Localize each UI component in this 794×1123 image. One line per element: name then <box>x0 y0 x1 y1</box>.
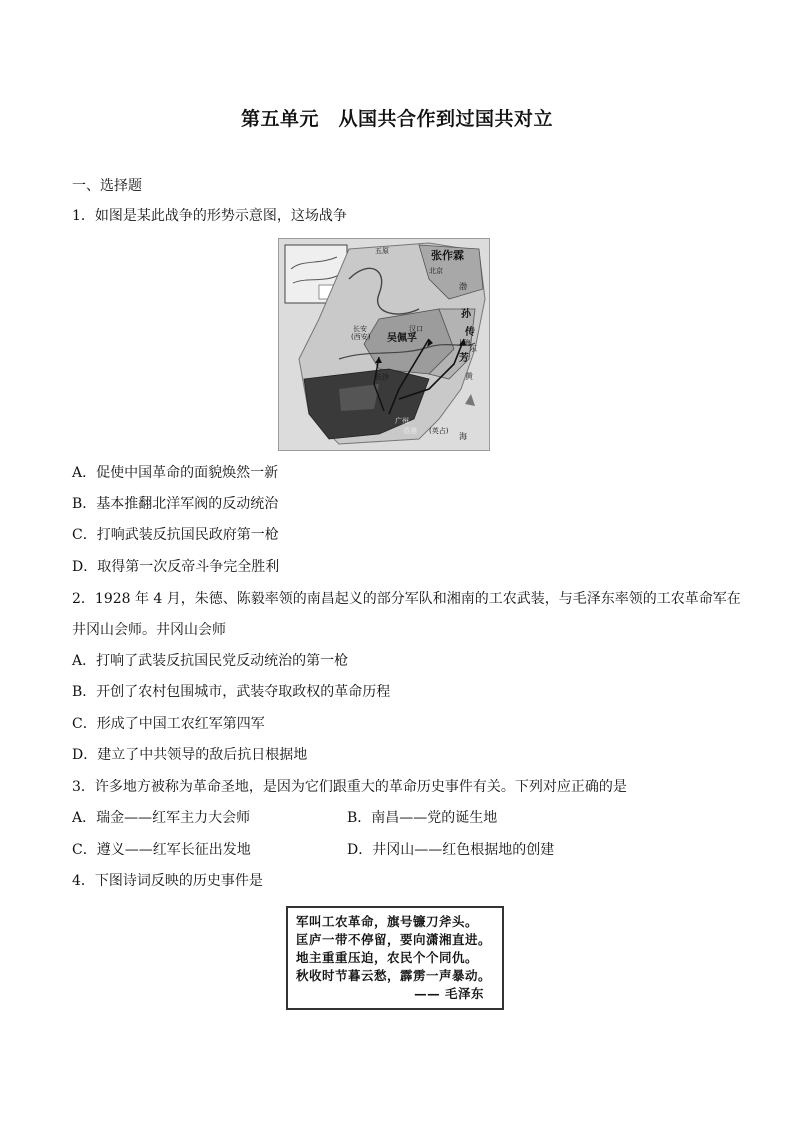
map-label: 东 <box>469 344 477 353</box>
question-2-stem-line-2: 井冈山会师。井冈山会师 <box>72 622 226 638</box>
map-label: (英占) <box>429 427 449 435</box>
map-label: 长沙 <box>375 373 389 381</box>
poem-line: 地主重重压迫，农民个个同仇。 <box>296 950 479 965</box>
question-2-option-c[interactable]: C．形成了中国工农红军第四军 <box>72 716 265 732</box>
question-2-option-d[interactable]: D．建立了中共领导的敌后抗日根据地 <box>72 747 308 763</box>
map-label: 芳 <box>459 353 469 364</box>
map-label: 张作霖 <box>431 249 464 262</box>
question-2-option-b[interactable]: B．开创了农村包围城市，武装夺取政权的革命历程 <box>72 684 391 700</box>
map-label: (西安) <box>351 333 371 341</box>
poem-box <box>286 906 504 1010</box>
map-label: 香港 <box>403 427 417 435</box>
map-label: 长安 <box>353 325 367 333</box>
poem-line: 军叫工农革命，旗号镰刀斧头。 <box>296 914 479 929</box>
poem-line: 匡庐一带不停留，要向潇湘直进。 <box>296 932 492 947</box>
map-label: 海 <box>459 432 467 441</box>
page-title: 第五单元 从国共合作到过国共对立 <box>240 108 553 130</box>
map-label: 汉口 <box>409 325 423 333</box>
map-graphic <box>279 239 489 450</box>
poem-author: —— 毛泽东 <box>414 986 484 1001</box>
map-label: 孙 <box>461 309 471 320</box>
question-1-option-a[interactable]: A．促使中国革命的面貌焕然一新 <box>72 465 279 481</box>
map-label: 吴佩孚 <box>387 333 417 344</box>
section-heading: 一、选择题 <box>72 178 142 194</box>
question-4-stem: 4．下图诗词反映的历史事件是 <box>72 873 263 889</box>
question-3-option-b[interactable]: B．南昌——党的诞生地 <box>347 810 498 826</box>
war-situation-map <box>278 238 490 451</box>
question-1-option-b[interactable]: B．基本推翻北洋军阀的反动统治 <box>72 496 279 512</box>
map-label: 传 <box>465 327 475 338</box>
question-3-option-c[interactable]: C．遵义——红军长征出发地 <box>72 842 251 858</box>
question-1-option-d[interactable]: D．取得第一次反帝斗争完全胜利 <box>72 559 280 575</box>
poem-line: 秋收时节暮云愁，霹雳一声暴动。 <box>296 968 492 983</box>
question-1-option-c[interactable]: C．打响武装反抗国民政府第一枪 <box>72 527 279 543</box>
question-2-stem-line-1: 2．1928 年 4 月，朱德、陈毅率领的南昌起义的部分军队和湘南的工农武装，与毛泽东率领的工农革命军在 <box>72 591 741 607</box>
question-2-option-a[interactable]: A．打响了武装反抗国民党反动统治的第一枪 <box>72 653 349 669</box>
map-label: 渤 <box>459 282 467 291</box>
map-label: 广州 <box>395 417 409 425</box>
question-1-stem: 1．如图是某此战争的形势示意图，这场战争 <box>72 208 347 224</box>
question-3-stem: 3．许多地方被称为革命圣地，是因为它们跟重大的革命历史事件有关。下列对应正确的是 <box>72 779 627 795</box>
question-3-option-a[interactable]: A．瑞金——红军主力大会师 <box>72 810 251 826</box>
map-label: 黄 <box>465 372 473 381</box>
map-label: 北京 <box>429 267 443 275</box>
map-label: 五原 <box>375 247 389 255</box>
question-3-option-d[interactable]: D．井冈山——红色根据地的创建 <box>347 842 555 858</box>
map-label: 上海 <box>457 339 471 347</box>
